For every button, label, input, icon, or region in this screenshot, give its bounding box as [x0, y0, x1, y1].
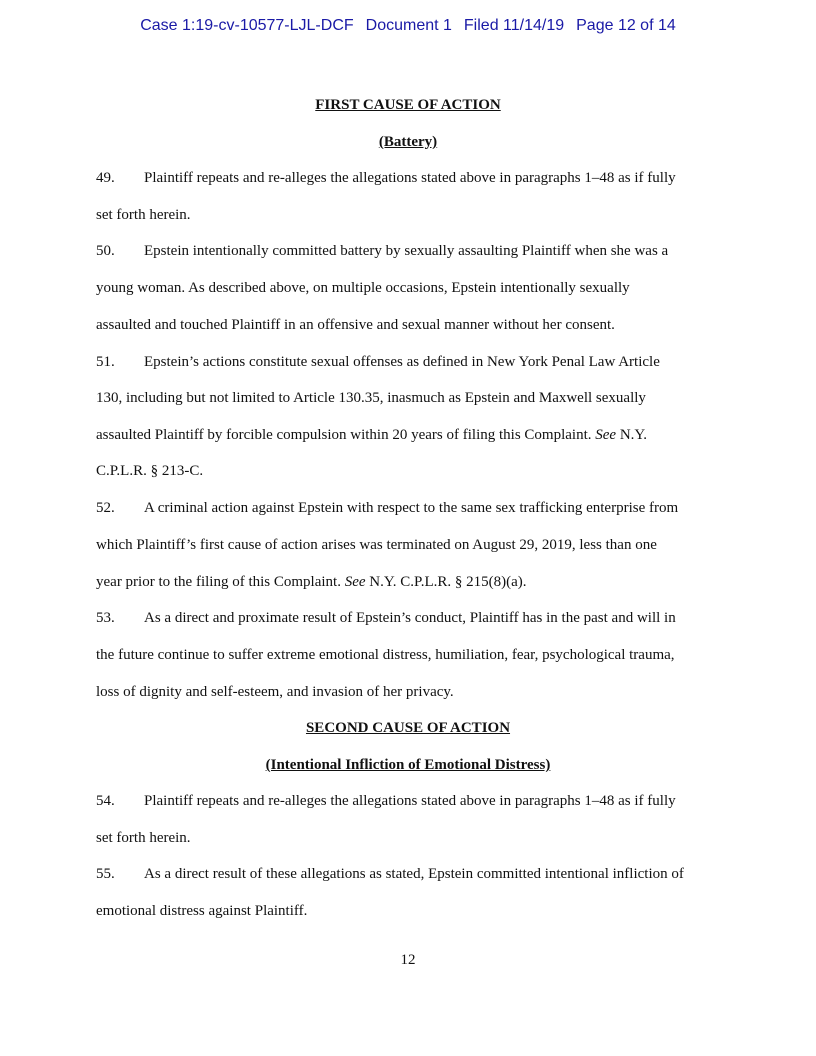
paragraph-line: the future continue to suffer extreme emotional distress, humiliation, fear, psychological trauma,	[96, 647, 675, 663]
paragraph-line: 130, including but not limited to Article 130.35, inasmuch as Epstein and Maxwell sexually	[96, 390, 646, 406]
citation: N.Y. C.P.L.R. § 215(8)(a).	[365, 574, 527, 590]
citation-signal: See	[595, 427, 617, 443]
paragraph-line: set forth herein.	[96, 207, 191, 223]
case-number: Case 1:19-cv-10577-LJL-DCF	[140, 17, 354, 34]
ecf-header	[0, 17, 816, 35]
paragraph-number: 50.	[96, 243, 115, 259]
filed-date: Filed 11/14/19	[463, 17, 565, 34]
second-cause-subheading: (Intentional Infliction of Emotional Distress)	[265, 757, 551, 773]
citation: N.Y.	[616, 427, 648, 443]
paragraph-line: set forth herein.	[96, 830, 191, 846]
page-indicator: Page 12 of 14	[576, 17, 676, 34]
paragraph-line: young woman. As described above, on multiple occasions, Epstein intentionally sexually	[96, 280, 630, 296]
citation-signal: See	[344, 574, 366, 590]
paragraph-number: 54.	[96, 793, 115, 809]
paragraph-55: 55. As a direct result of these allegations as stated, Epstein committed intentional infliction of	[96, 866, 684, 882]
paragraph-line: year prior to the filing of this Complaint. See N.Y. C.P.L.R. § 215(8)(a).	[96, 574, 527, 590]
paragraph-number: 53.	[96, 610, 115, 626]
paragraph-53: 53. As a direct and proximate result of Epstein’s conduct, Plaintiff has in the past and will in	[96, 610, 676, 626]
paragraph-line: assaulted Plaintiff by forcible compulsion within 20 years of filing this Complaint. See N.Y.	[96, 427, 648, 443]
first-cause-subheading: (Battery)	[378, 134, 438, 150]
paragraph-52: 52. A criminal action against Epstein with respect to the same sex trafficking enterprise from	[96, 500, 679, 516]
paragraph-50: 50. Epstein intentionally committed battery by sexually assaulting Plaintiff when she was a	[96, 243, 669, 259]
paragraph-line: emotional distress against Plaintiff.	[96, 903, 308, 919]
paragraph-line: C.P.L.R. § 213-C.	[96, 463, 204, 479]
paragraph-51: 51. Epstein’s actions constitute sexual offenses as defined in New York Penal Law Article	[96, 354, 660, 370]
paragraph-number: 55.	[96, 866, 115, 882]
first-cause-heading: FIRST CAUSE OF ACTION	[315, 97, 501, 113]
page-number: 12	[400, 952, 416, 968]
paragraph-line: loss of dignity and self-esteem, and invasion of her privacy.	[96, 684, 454, 700]
paragraph-number: 52.	[96, 500, 115, 516]
paragraph-54: 54. Plaintiff repeats and re-alleges the allegations stated above in paragraphs 1–48 as if fully	[96, 793, 676, 809]
paragraph-number: 51.	[96, 354, 115, 370]
paragraph-49: 49. Plaintiff repeats and re-alleges the allegations stated above in paragraphs 1–48 as if fully	[96, 170, 676, 186]
paragraph-line: which Plaintiff’s first cause of action arises was terminated on August 29, 2019, less than one	[96, 537, 657, 553]
document-number: Document 1	[365, 17, 452, 34]
paragraph-line: assaulted and touched Plaintiff in an offensive and sexual manner without her consent.	[96, 317, 615, 333]
second-cause-heading: SECOND CAUSE OF ACTION	[305, 720, 511, 736]
paragraph-number: 49.	[96, 170, 115, 186]
